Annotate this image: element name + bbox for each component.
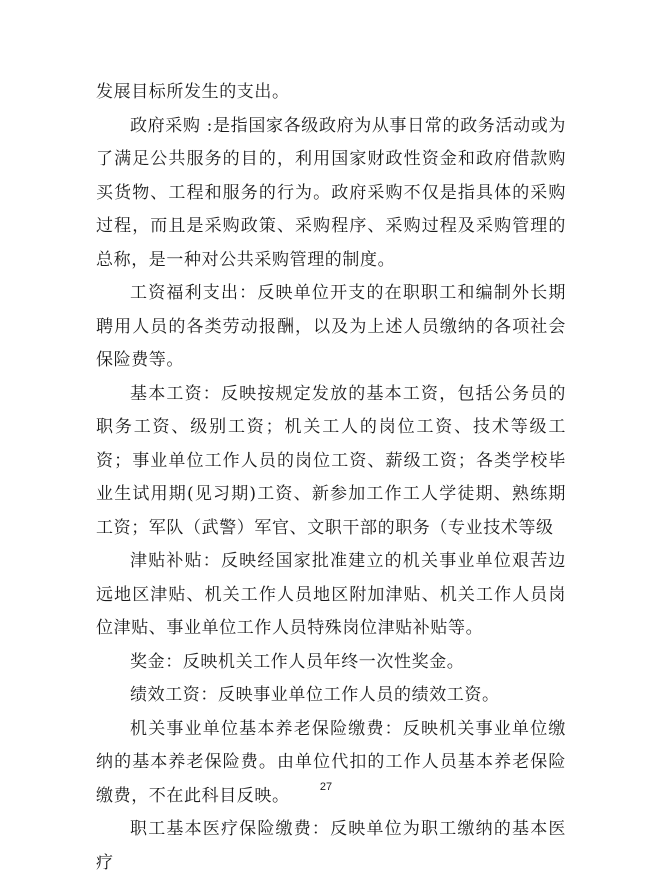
paragraph-allowances: 津贴补贴：反映经国家批准建立的机关事业单位艰苦边远地区津贴、机关工作人员地区附加津贴、机关工作人员岗位津贴、事业单位工作人员特殊岗位津贴补贴等。 [96,551,566,638]
paragraph-salary-welfare: 工资福利支出：反映单位开支的在职职工和编制外长期聘用人员的各类劳动报酬，以及为上述人员缴纳的各项社会保险费等。 [96,283,566,370]
paragraph-government-procurement: 政府采购 :是指国家各级政府为从事日常的政务活动或为了满足公共服务的目的，利用国家财政性资金和政府借款购买货物、工程和服务的行为。政府采购不仅是指具体的采购过程，而且是采购政策、采购程序、采购过程及采购管理的总称，是一种对公共采购管理的制度。 [96,115,566,270]
paragraph-bonus: 奖金：反映机关工作人员年终一次性奖金。 [130,651,465,672]
paragraph-pension-insurance: 机关事业单位基本养老保险缴费：反映机关事业单位缴纳的基本养老保险费。由单位代扣的工作人员基本养老保险缴费，不在此科目反映。 [96,718,566,806]
paragraph-basic-salary: 基本工资：反映按规定发放的基本工资，包括公务员的职务工资、级别工资；机关工人的岗位工资、技术等级工资；事业单位工作人员的岗位工资、薪级工资；各类学校毕业生试用期(见习期)工资、新参加工作工人学徒期、熟练期工资；军队（武警）军官、文职干部的职务（专业技术等级 [96,383,566,538]
document-body [96,76,566,880]
paragraph-medical-insurance: 职工基本医疗保险缴费：反映单位为职工缴纳的基本医疗 [96,819,566,873]
page-number: 27 [319,781,333,793]
paragraph-performance-pay: 绩效工资：反映事业单位工作人员的绩效工资。 [130,685,500,705]
paragraph-continuation: 发展目标所发生的支出。 [96,82,290,102]
